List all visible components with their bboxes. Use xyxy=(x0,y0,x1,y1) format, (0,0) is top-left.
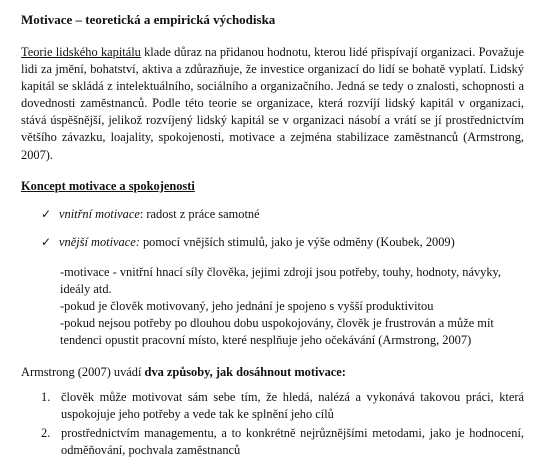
note-line: -pokud nejsou potřeby po dlouhou dobu uspokojovány, člověk je frustrován a může mít tendenci opustit pracovní místo, které nesplňuje jeho očekávání (Armstrong, 2007) xyxy=(60,316,494,348)
list-item xyxy=(41,389,524,423)
list-number: 1. xyxy=(41,390,51,404)
list-text: člověk může motivovat sám sebe tím, že hledá, nalézá a vykonává takovou práci, která uspokojuje jeho potřeby a vede tak ke splnění jeho cílů xyxy=(61,390,524,422)
check-text: : radost z práce samotné xyxy=(139,207,260,221)
list-text: prostřednictvím managementu, a to konkrétně nejrůznějšími metodami, jako je hodnocení, odměňování, pochvala zaměstnanců xyxy=(61,426,524,458)
notes-block xyxy=(60,264,522,349)
checkmark-icon: ✓ xyxy=(41,235,52,249)
list-item xyxy=(41,425,524,459)
check-text: pomocí vnějších stimulů, jako je výše odměny (Koubek, 2009) xyxy=(139,235,455,249)
methods-list xyxy=(41,389,524,461)
note-line: -motivace - vnitřní hnací síly člověka, jejimi zdroji jsou potřeby, touhy, hodnoty, návyky, ideály atd. xyxy=(60,265,502,297)
list-number: 2. xyxy=(41,426,51,441)
methods-intro-plain: Armstrong (2007) uvádí xyxy=(21,365,145,379)
intro-paragraph xyxy=(21,44,524,164)
methods-intro-bold: dva způsoby, jak dosáhnout motivace: xyxy=(144,365,346,379)
page-title: Motivace – teoretická a empirická východiska xyxy=(21,12,276,27)
check-term: vnější motivace: xyxy=(59,235,140,249)
intro-lead-term: Teorie lidského kapitálu xyxy=(21,45,141,59)
check-item-extrinsic xyxy=(41,235,455,250)
checkmark-icon: ✓ xyxy=(41,207,52,221)
check-term: vnitřní motivace xyxy=(59,207,140,221)
note-line: -pokud je člověk motivovaný, jeho jednání je spojeno s vyšší produktivitou xyxy=(60,299,434,314)
intro-text: klade důraz na přidanou hodnotu, kterou lidé přispívají organizaci. Považuje lidi za jmění, bohatství, aktiva a zdůrazňuje, že investice organizací do lidí se bohatě vyplatí. Lidský kapitál se skládá z intelektuálního, sociálního a organizačního. Jedná se tedy o znalosti, schopnosti a dovednosti zaměstnanců. Podle této teorie se organizace, která rozvíjí lidský kapitál v organizaci, stává úspěšnější, jelikož rozvíjený lidský kapitál se v organizaci násobí a vrátí se jí prostřednictvím většího závazku, loajality, spokojenosti, motivace a zejména stabilizace zaměstnanců (Armstrong, 2007). xyxy=(21,45,525,162)
methods-intro xyxy=(21,365,346,380)
section-heading-motivation: Koncept motivace a spokojenosti xyxy=(21,179,195,193)
check-item-intrinsic xyxy=(41,207,260,222)
